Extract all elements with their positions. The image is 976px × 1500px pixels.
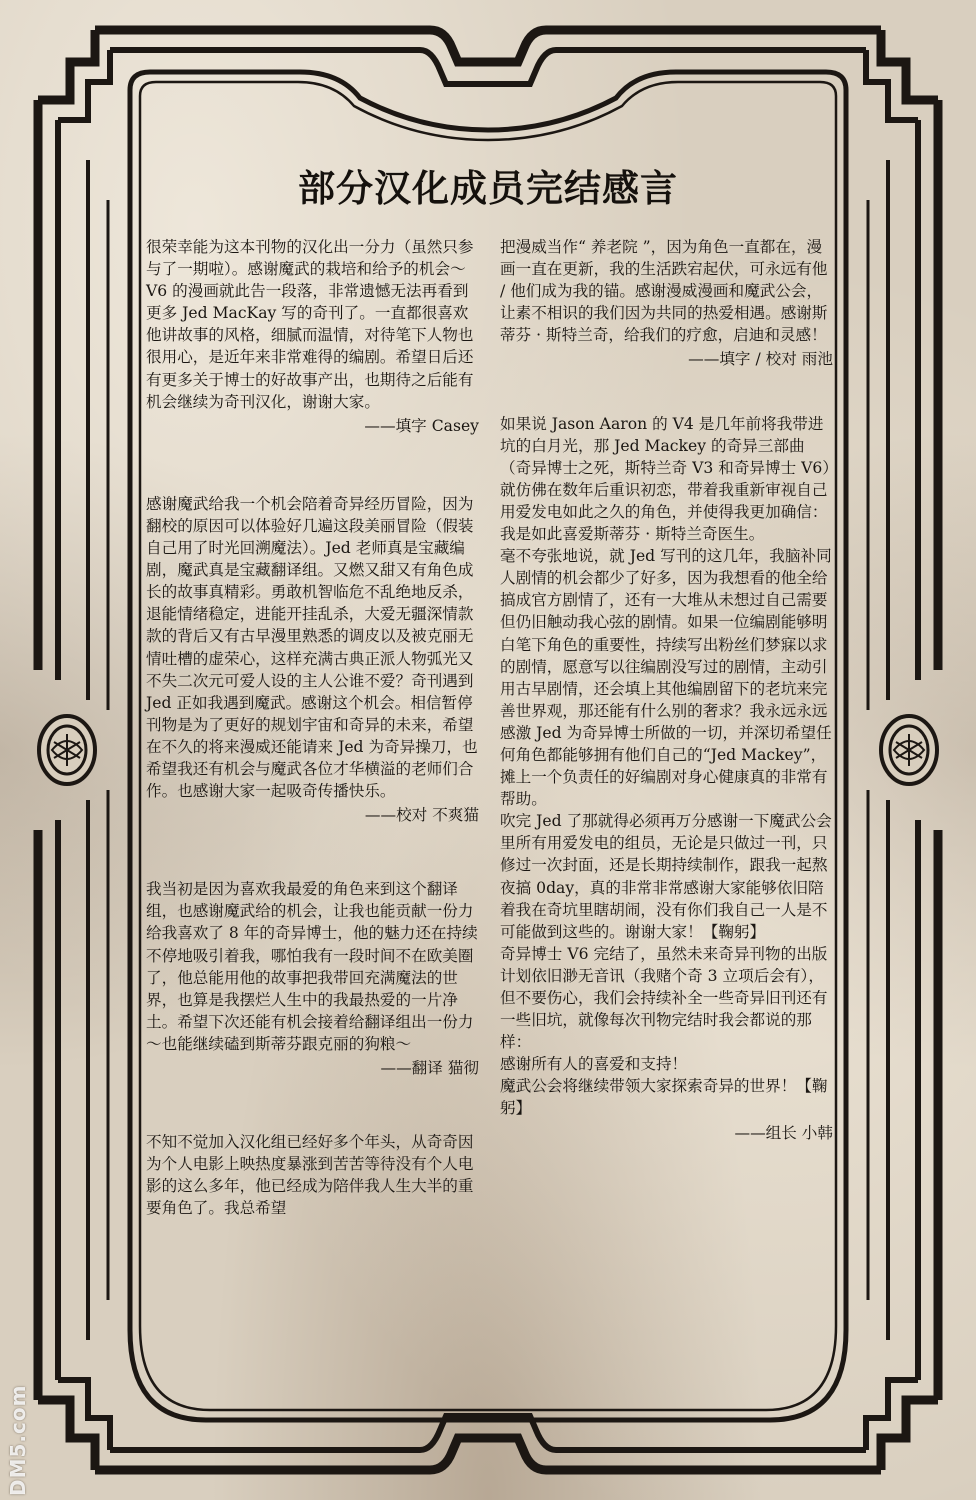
page-title: 部分汉化成员完结感言: [298, 167, 678, 210]
message-text: 很荣幸能为这本刊物的汉化出一分力（虽然只参与了一期啦）。感谢魔武的栽培和给予的机会～ V6 的漫画就此告一段落，非常遗憾无法再看到更多 Jed MacKay 写的奇刊了。一直都很喜欢他讲故事的风格，细腻而温情，对待笔下人物也很用心，是近年来非常难得的编剧。希望日后还有更多关于博士的好故事产出，也期待之后能有机会继续为奇刊汉化，谢谢大家。: [146, 238, 474, 411]
message-text: 把漫威当作“ 养老院 ”，因为角色一直都在，漫画一直在更新，我的生活跌宕起伏，可永远有他 / 他们成为我的锚。感谢漫威漫画和魔武公会，让素不相识的我们因为共同的热爱相遇。感谢斯蒂芬 · 斯特兰奇，给我们的疗愈，启迪和灵感！: [500, 238, 828, 345]
message-maoche: [146, 878, 479, 1079]
message-yuchi-part2: [500, 236, 833, 371]
message-signature: ——校对 不爽猫: [364, 806, 479, 825]
left-seal-ornament: [36, 712, 98, 788]
message-yuchi-part1: [146, 1131, 479, 1219]
message-text: 如果说 Jason Aaron 的 V4 是几年前将我带进坑的白月光，那 Jed Mackey 的奇异三部曲（奇异博士之死，斯特兰奇 V3 和奇异博士 V6）就仿佛在数年后重识初恋，带着我重新审视自己用爱发电如此之久的角色，并使得我更加确信：我是如此喜爱斯蒂芬 · 斯特兰奇医生。 毫不夸张地说，就 Jed 写刊的这几年，我脑补同人剧情的机会都少了好多，因为我想看的他全给搞成官方剧情了，还有一大堆从未想过自己需要但仍旧触动我心弦的剧情。如果一位编剧能够明白笔下角色的重要性，持续写出粉丝们梦寐以求的剧情，愿意写以往编剧没写过的剧情，主动引用古早剧情，还会填上其他编剧留下的老坑来完善世界观，那还能有什么别的奢求？我永远永远感激 Jed 为奇异博士所做的一切，并深切希望任何角色都能够拥有他们自己的“Jed Mackey”，摊上一个负责任的好编剧对身心健康真的非常有帮助。 吹完 Jed 了那就得必须再万分感谢一下魔武公会里所有用爱发电的组员，无论是只做过一刊，只修过一次封面，还是长期持续制作，跟我一起熬夜搞 0day，真的非常非常感谢大家能够依旧陪着我在奇坑里瞎胡闹，没有你们我自己一人是不可能做到这些的。谢谢大家！【鞠躬】 奇异博士 V6 完结了，虽然未来奇异刊物的出版计划依旧渺无音讯（我赌个奇 3 立项后会有），但不要伤心，我们会持续补全一些奇异旧刊还有一些旧坑，就像每次刊物完结时我会都说的那样： 感谢所有人的喜爱和支持！ 魔武公会将继续带领大家探索奇异的世界！【鞠躬】: [500, 414, 832, 1118]
message-signature: ——填字 Casey: [364, 416, 479, 435]
message-text: 不知不觉加入汉化组已经好多个年头，从奇奇因为个人电影上映热度暴涨到苦苦等待没有个人电影的这么多年，他已经成为陪伴我人生大半的重要角色了。我总希望: [146, 1133, 474, 1218]
message-casey: [146, 236, 479, 437]
message-signature: ——填字 / 校对 雨池: [688, 350, 833, 369]
message-xiaohan: [500, 413, 833, 1144]
message-bushuangmao: [146, 493, 479, 826]
left-column: [146, 236, 479, 1219]
site-watermark: DM5.com: [6, 1384, 30, 1496]
message-text: 感谢魔武给我一个机会陪着奇异经历冒险，因为翻校的原因可以体验好几遍这段美丽冒险（假装自己用了时光回溯魔法）。Jed 老师真是宝藏编剧，魔武真是宝藏翻译组。又燃又甜又有角色成长的故事真精彩。勇敢机智临危不乱绝地反杀，退能情绪稳定，进能开挂乱杀，大爱无疆深情款款的背后又有古早漫里熟悉的调皮以及被克丽无情吐槽的虚荣心，这样充满古典正派人物弧光又不失二次元可爱人设的主人公谁不爱？奇刊遇到 Jed 正如我遇到魔武。感谢这个机会。相信暂停刊物是为了更好的规划宇宙和奇异的未来，希望在不久的将来漫威还能请来 Jed 为奇异操刀，也希望我还有机会与魔武各位才华横溢的老师们合作。也感谢大家一起吸奇传播快乐。: [146, 494, 478, 801]
right-seal-ornament: [878, 712, 940, 788]
message-signature: ——翻译 猫彻: [380, 1059, 479, 1077]
message-text: 我当初是因为喜欢我最爱的角色来到这个翻译组，也感谢魔武给的机会，让我也能贡献一份力给我喜欢了 8 年的奇异博士，他的魅力还在持续不停地吸引着我，哪怕我有一段时间不在欧美圈了，他总能用他的故事把我带回充满魔法的世界，也算是我摆烂人生中的我最热爱的一片净土。希望下次还能有机会接着给翻译组出一份力～也能继续磕到斯蒂芬跟克丽的狗粮～: [146, 880, 478, 1053]
right-column: [500, 236, 833, 1144]
message-signature: ——组长 小韩: [734, 1123, 833, 1142]
